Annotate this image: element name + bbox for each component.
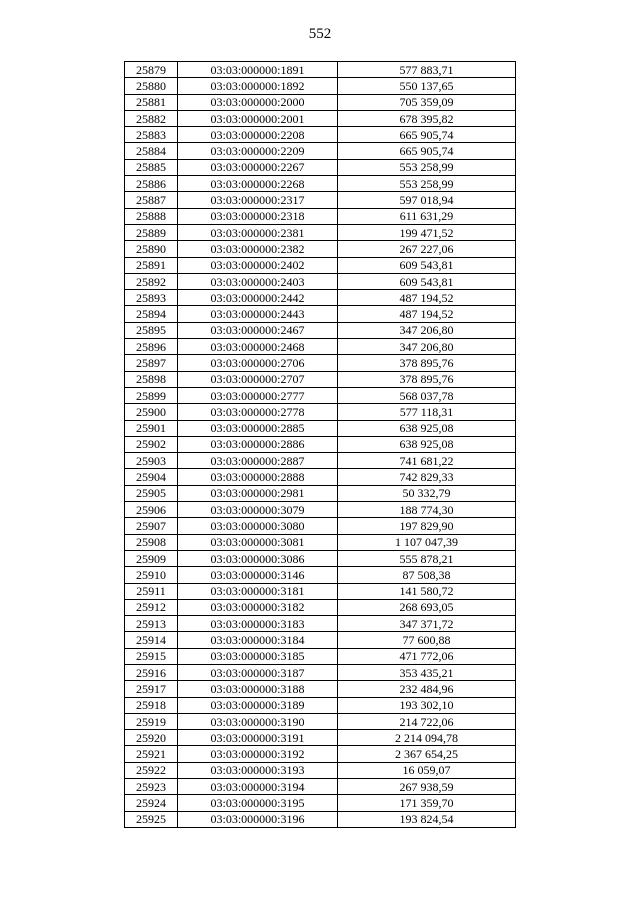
cadastral-number-cell: 03:03:000000:2381 bbox=[178, 224, 338, 240]
cadastral-number-cell: 03:03:000000:3081 bbox=[178, 534, 338, 550]
row-number-cell: 25921 bbox=[125, 746, 178, 762]
row-number-cell: 25915 bbox=[125, 648, 178, 664]
row-number-cell: 25885 bbox=[125, 159, 178, 175]
table-row bbox=[125, 664, 516, 680]
row-number-cell: 25904 bbox=[125, 469, 178, 485]
cadastral-number-cell: 03:03:000000:2468 bbox=[178, 339, 338, 355]
cadastral-number-cell: 03:03:000000:3185 bbox=[178, 648, 338, 664]
row-number-cell: 25893 bbox=[125, 290, 178, 306]
cadastral-number-cell: 03:03:000000:3189 bbox=[178, 697, 338, 713]
row-number-cell: 25887 bbox=[125, 192, 178, 208]
cadastral-value-cell: 611 631,29 bbox=[338, 208, 516, 224]
cadastral-value-cell: 214 722,06 bbox=[338, 713, 516, 729]
table-row bbox=[125, 322, 516, 338]
cadastral-value-cell: 665 905,74 bbox=[338, 127, 516, 143]
cadastral-value-cell: 471 772,06 bbox=[338, 648, 516, 664]
row-number-cell: 25899 bbox=[125, 387, 178, 403]
cadastral-value-cell: 1 107 047,39 bbox=[338, 534, 516, 550]
cadastral-value-cell: 141 580,72 bbox=[338, 583, 516, 599]
cadastral-value-cell: 553 258,99 bbox=[338, 159, 516, 175]
row-number-cell: 25914 bbox=[125, 632, 178, 648]
cadastral-number-cell: 03:03:000000:3191 bbox=[178, 730, 338, 746]
table-row bbox=[125, 62, 516, 78]
row-number-cell: 25890 bbox=[125, 241, 178, 257]
table-row bbox=[125, 518, 516, 534]
row-number-cell: 25892 bbox=[125, 273, 178, 289]
cadastral-number-cell: 03:03:000000:2442 bbox=[178, 290, 338, 306]
row-number-cell: 25901 bbox=[125, 420, 178, 436]
row-number-cell: 25908 bbox=[125, 534, 178, 550]
table-row bbox=[125, 306, 516, 322]
row-number-cell: 25895 bbox=[125, 322, 178, 338]
cadastral-value-cell: 555 878,21 bbox=[338, 550, 516, 566]
table-row bbox=[125, 713, 516, 729]
table-row bbox=[125, 550, 516, 566]
cadastral-value-cell: 638 925,08 bbox=[338, 420, 516, 436]
table-row bbox=[125, 127, 516, 143]
cadastral-value-cell: 742 829,33 bbox=[338, 469, 516, 485]
cadastral-value-cell: 347 371,72 bbox=[338, 616, 516, 632]
cadastral-number-cell: 03:03:000000:3196 bbox=[178, 811, 338, 827]
row-number-cell: 25900 bbox=[125, 404, 178, 420]
cadastral-number-cell: 03:03:000000:2000 bbox=[178, 94, 338, 110]
cadastral-number-cell: 03:03:000000:3194 bbox=[178, 779, 338, 795]
table-row bbox=[125, 404, 516, 420]
cadastral-value-cell: 193 302,10 bbox=[338, 697, 516, 713]
cadastral-value-cell: 197 829,90 bbox=[338, 518, 516, 534]
row-number-cell: 25881 bbox=[125, 94, 178, 110]
table-row bbox=[125, 224, 516, 240]
table-row bbox=[125, 159, 516, 175]
row-number-cell: 25920 bbox=[125, 730, 178, 746]
cadastral-number-cell: 03:03:000000:2402 bbox=[178, 257, 338, 273]
row-number-cell: 25922 bbox=[125, 762, 178, 778]
cadastral-number-cell: 03:03:000000:3188 bbox=[178, 681, 338, 697]
row-number-cell: 25923 bbox=[125, 779, 178, 795]
row-number-cell: 25886 bbox=[125, 176, 178, 192]
cadastral-number-cell: 03:03:000000:2403 bbox=[178, 273, 338, 289]
row-number-cell: 25910 bbox=[125, 567, 178, 583]
row-number-cell: 25919 bbox=[125, 713, 178, 729]
cadastral-number-cell: 03:03:000000:3183 bbox=[178, 616, 338, 632]
cadastral-number-cell: 03:03:000000:2777 bbox=[178, 387, 338, 403]
cadastral-number-cell: 03:03:000000:2267 bbox=[178, 159, 338, 175]
row-number-cell: 25889 bbox=[125, 224, 178, 240]
table-row bbox=[125, 746, 516, 762]
row-number-cell: 25894 bbox=[125, 306, 178, 322]
table-body bbox=[125, 62, 516, 828]
cadastral-number-cell: 03:03:000000:2208 bbox=[178, 127, 338, 143]
cadastral-value-cell: 268 693,05 bbox=[338, 599, 516, 615]
row-number-cell: 25880 bbox=[125, 78, 178, 94]
page-number: 552 bbox=[308, 26, 332, 42]
cadastral-number-cell: 03:03:000000:2317 bbox=[178, 192, 338, 208]
cadastral-value-cell: 609 543,81 bbox=[338, 273, 516, 289]
cadastral-number-cell: 03:03:000000:2268 bbox=[178, 176, 338, 192]
cadastral-value-cell: 171 359,70 bbox=[338, 795, 516, 811]
table-row bbox=[125, 290, 516, 306]
cadastral-value-cell: 609 543,81 bbox=[338, 257, 516, 273]
table-row bbox=[125, 567, 516, 583]
cadastral-number-cell: 03:03:000000:1892 bbox=[178, 78, 338, 94]
row-number-cell: 25906 bbox=[125, 502, 178, 518]
cadastral-value-cell: 199 471,52 bbox=[338, 224, 516, 240]
cadastral-value-cell: 188 774,30 bbox=[338, 502, 516, 518]
cadastral-value-cell: 2 367 654,25 bbox=[338, 746, 516, 762]
row-number-cell: 25898 bbox=[125, 371, 178, 387]
cadastral-number-cell: 03:03:000000:2885 bbox=[178, 420, 338, 436]
cadastral-value-cell: 705 359,09 bbox=[338, 94, 516, 110]
cadastral-value-cell: 665 905,74 bbox=[338, 143, 516, 159]
cadastral-number-cell: 03:03:000000:3146 bbox=[178, 567, 338, 583]
table-row bbox=[125, 192, 516, 208]
cadastral-value-cell: 193 824,54 bbox=[338, 811, 516, 827]
cadastral-number-cell: 03:03:000000:2981 bbox=[178, 485, 338, 501]
cadastral-value-cell: 550 137,65 bbox=[338, 78, 516, 94]
cadastral-number-cell: 03:03:000000:3193 bbox=[178, 762, 338, 778]
cadastral-number-cell: 03:03:000000:2001 bbox=[178, 110, 338, 126]
cadastral-number-cell: 03:03:000000:2467 bbox=[178, 322, 338, 338]
cadastral-value-cell: 378 895,76 bbox=[338, 371, 516, 387]
cadastral-number-cell: 03:03:000000:2707 bbox=[178, 371, 338, 387]
cadastral-number-cell: 03:03:000000:1891 bbox=[178, 62, 338, 78]
cadastral-value-cell: 267 227,06 bbox=[338, 241, 516, 257]
table-row bbox=[125, 94, 516, 110]
cadastral-number-cell: 03:03:000000:2887 bbox=[178, 453, 338, 469]
row-number-cell: 25907 bbox=[125, 518, 178, 534]
cadastral-value-cell: 87 508,38 bbox=[338, 567, 516, 583]
cadastral-number-cell: 03:03:000000:2318 bbox=[178, 208, 338, 224]
row-number-cell: 25882 bbox=[125, 110, 178, 126]
cadastral-number-cell: 03:03:000000:3080 bbox=[178, 518, 338, 534]
cadastral-number-cell: 03:03:000000:3182 bbox=[178, 599, 338, 615]
cadastral-value-cell: 16 059,07 bbox=[338, 762, 516, 778]
cadastral-value-cell: 741 681,22 bbox=[338, 453, 516, 469]
row-number-cell: 25903 bbox=[125, 453, 178, 469]
row-number-cell: 25911 bbox=[125, 583, 178, 599]
table-row bbox=[125, 453, 516, 469]
table-row bbox=[125, 779, 516, 795]
table-row bbox=[125, 599, 516, 615]
table-row bbox=[125, 257, 516, 273]
table-row bbox=[125, 176, 516, 192]
cadastral-number-cell: 03:03:000000:3190 bbox=[178, 713, 338, 729]
cadastral-number-cell: 03:03:000000:2886 bbox=[178, 436, 338, 452]
row-number-cell: 25884 bbox=[125, 143, 178, 159]
cadastral-value-cell: 267 938,59 bbox=[338, 779, 516, 795]
table-row bbox=[125, 811, 516, 827]
cadastral-value-cell: 353 435,21 bbox=[338, 664, 516, 680]
row-number-cell: 25925 bbox=[125, 811, 178, 827]
cadastral-number-cell: 03:03:000000:3195 bbox=[178, 795, 338, 811]
row-number-cell: 25916 bbox=[125, 664, 178, 680]
table-row bbox=[125, 208, 516, 224]
cadastral-number-cell: 03:03:000000:3181 bbox=[178, 583, 338, 599]
row-number-cell: 25913 bbox=[125, 616, 178, 632]
cadastral-value-cell: 487 194,52 bbox=[338, 290, 516, 306]
cadastral-number-cell: 03:03:000000:2706 bbox=[178, 355, 338, 371]
table-row bbox=[125, 648, 516, 664]
cadastral-value-cell: 2 214 094,78 bbox=[338, 730, 516, 746]
table-row bbox=[125, 632, 516, 648]
cadastral-number-cell: 03:03:000000:2209 bbox=[178, 143, 338, 159]
cadastral-value-cell: 347 206,80 bbox=[338, 322, 516, 338]
cadastral-value-cell: 678 395,82 bbox=[338, 110, 516, 126]
table-row bbox=[125, 616, 516, 632]
table-row bbox=[125, 355, 516, 371]
table-row bbox=[125, 681, 516, 697]
row-number-cell: 25909 bbox=[125, 550, 178, 566]
table-row bbox=[125, 110, 516, 126]
table-row bbox=[125, 371, 516, 387]
cadastral-number-cell: 03:03:000000:3187 bbox=[178, 664, 338, 680]
cadastral-value-cell: 568 037,78 bbox=[338, 387, 516, 403]
row-number-cell: 25924 bbox=[125, 795, 178, 811]
table-row bbox=[125, 697, 516, 713]
table-row bbox=[125, 583, 516, 599]
row-number-cell: 25917 bbox=[125, 681, 178, 697]
cadastral-number-cell: 03:03:000000:3086 bbox=[178, 550, 338, 566]
table-row bbox=[125, 143, 516, 159]
cadastral-number-cell: 03:03:000000:2443 bbox=[178, 306, 338, 322]
cadastral-value-cell: 487 194,52 bbox=[338, 306, 516, 322]
table-row bbox=[125, 485, 516, 501]
table-row bbox=[125, 273, 516, 289]
cadastral-number-cell: 03:03:000000:2382 bbox=[178, 241, 338, 257]
cadastral-number-cell: 03:03:000000:3192 bbox=[178, 746, 338, 762]
row-number-cell: 25918 bbox=[125, 697, 178, 713]
cadastral-number-cell: 03:03:000000:3079 bbox=[178, 502, 338, 518]
table-row bbox=[125, 469, 516, 485]
table-row bbox=[125, 387, 516, 403]
row-number-cell: 25902 bbox=[125, 436, 178, 452]
cadastral-value-cell: 77 600,88 bbox=[338, 632, 516, 648]
cadastral-value-table bbox=[124, 61, 516, 828]
table-row bbox=[125, 339, 516, 355]
table-row bbox=[125, 78, 516, 94]
row-number-cell: 25897 bbox=[125, 355, 178, 371]
table-row bbox=[125, 762, 516, 778]
table-row bbox=[125, 730, 516, 746]
row-number-cell: 25912 bbox=[125, 599, 178, 615]
cadastral-value-cell: 347 206,80 bbox=[338, 339, 516, 355]
row-number-cell: 25891 bbox=[125, 257, 178, 273]
cadastral-value-cell: 553 258,99 bbox=[338, 176, 516, 192]
row-number-cell: 25896 bbox=[125, 339, 178, 355]
row-number-cell: 25888 bbox=[125, 208, 178, 224]
table-row bbox=[125, 420, 516, 436]
cadastral-value-cell: 577 118,31 bbox=[338, 404, 516, 420]
cadastral-value-cell: 50 332,79 bbox=[338, 485, 516, 501]
cadastral-value-cell: 638 925,08 bbox=[338, 436, 516, 452]
cadastral-value-cell: 232 484,96 bbox=[338, 681, 516, 697]
row-number-cell: 25883 bbox=[125, 127, 178, 143]
cadastral-number-cell: 03:03:000000:2888 bbox=[178, 469, 338, 485]
cadastral-value-cell: 378 895,76 bbox=[338, 355, 516, 371]
cadastral-number-cell: 03:03:000000:2778 bbox=[178, 404, 338, 420]
cadastral-value-cell: 577 883,71 bbox=[338, 62, 516, 78]
row-number-cell: 25905 bbox=[125, 485, 178, 501]
table-row bbox=[125, 436, 516, 452]
row-number-cell: 25879 bbox=[125, 62, 178, 78]
cadastral-value-cell: 597 018,94 bbox=[338, 192, 516, 208]
cadastral-number-cell: 03:03:000000:3184 bbox=[178, 632, 338, 648]
table-row bbox=[125, 795, 516, 811]
table-row bbox=[125, 534, 516, 550]
table-row bbox=[125, 241, 516, 257]
table-row bbox=[125, 502, 516, 518]
